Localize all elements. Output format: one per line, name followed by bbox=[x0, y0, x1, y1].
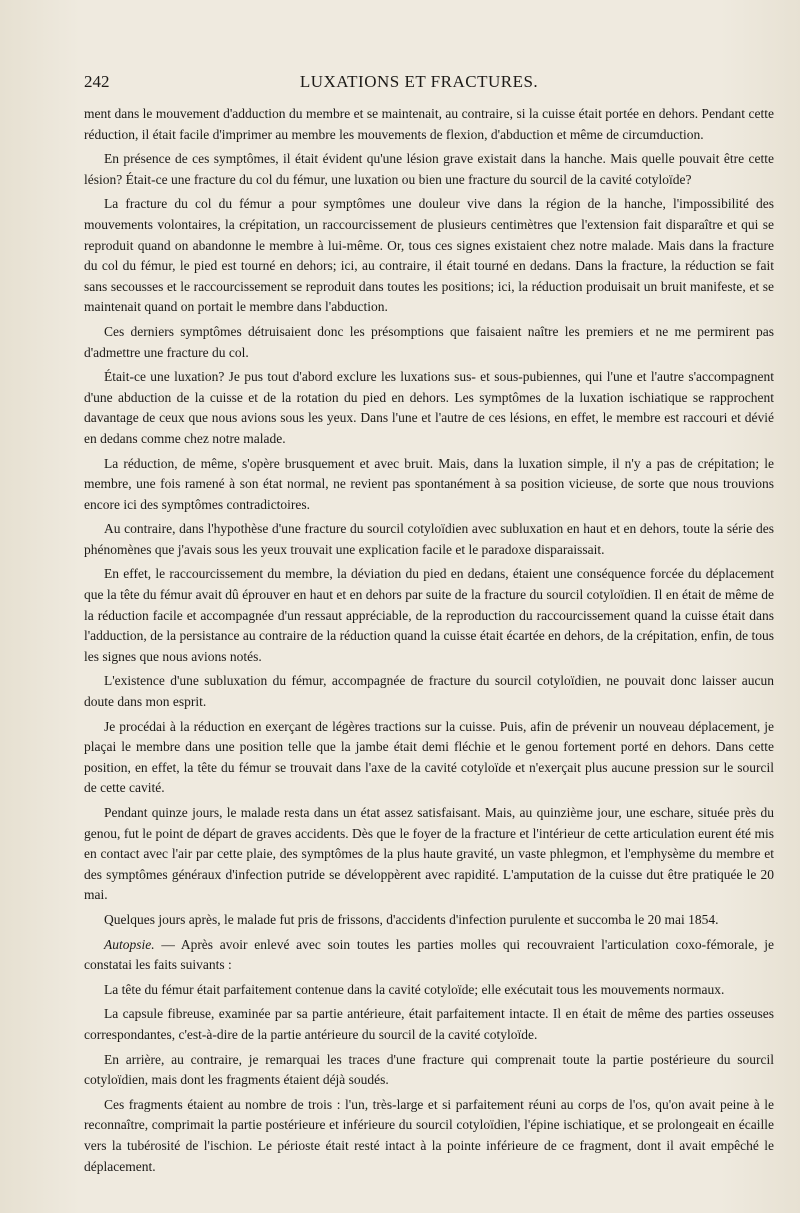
autopsie-paragraph bbox=[84, 935, 774, 976]
paragraph: La tête du fémur était parfaitement contenue dans la cavité cotyloïde; elle exécutait tous les mouvements normaux. bbox=[104, 981, 725, 997]
paragraph: La réduction, de même, s'opère brusquement et avec bruit. Mais, dans la luxation simple, il n'y a pas de crépitation; le membre, une fois ramené à son état normal, ne revient pas spontanément à sa position vicieuse, de sorte que nous trouvions encore ici des symptômes contradictoires. bbox=[84, 455, 774, 512]
paragraph: Au contraire, dans l'hypothèse d'une fracture du sourcil cotyloïdien avec subluxation en haut et en dehors, toute la série des phénomènes que j'avais sous les yeux trouvait une explication facile et le paradoxe disparaissait. bbox=[84, 521, 774, 557]
paragraph: Quelques jours après, le malade fut pris de frissons, d'accidents d'infection purulente et succomba le 20 mai 1854. bbox=[104, 911, 719, 927]
paragraph: Ces derniers symptômes détruisaient donc les présomptions que faisaient naître les premiers et ne me permirent pas d'admettre une fracture du col. bbox=[84, 323, 774, 360]
paragraph: En effet, le raccourcissement du membre, la déviation du pied en dedans, étaient une conséquence forcée du déplacement que la tête du fémur avait dû éprouver en haut et en dehors par suite de la fracture du sourcil cotyloïdien. Il en était de même de la réduction facile et accompagnée d'un ressaut appréciable, de la reproduction du raccourcissement quand la cuisse était dans l'adduction, de la persistance au contraire de la réduction quand la cuisse était écartée en dehors, de la crépitation, enfin, de tous les signes que nous avions notés. bbox=[84, 566, 774, 664]
paragraph: L'existence d'une subluxation du fémur, accompagnée de fracture du sourcil cotyloïdien, ne pouvait donc laisser aucun doute dans mon esprit. bbox=[84, 673, 774, 710]
paragraph: En présence de ces symptômes, il était évident qu'une lésion grave existait dans la hanche. Mais quelle pouvait être cette lésion? Était-ce une fracture du col du fémur, une luxation ou bien une fracture du sourcil de la cavité cotyloïde? bbox=[84, 151, 774, 187]
paragraph: Ces fragments étaient au nombre de trois : l'un, très-large et si parfaitement réuni au corps de l'os, qu'on avait peine à le reconnaître, comprimait la partie postérieure et inférieure du sourcil cotyloïdien, l'épine ischiatique, et se prolongeait en écaille vers la tubérosité de l'ischion. Le périoste était resté intact à la pointe inférieure de ce fragment, dont il avait empêché le déplacement. bbox=[84, 1096, 774, 1174]
running-title: LUXATIONS ET FRACTURES. bbox=[299, 72, 539, 91]
autopsie-label: Autopsie. bbox=[104, 936, 155, 952]
paragraph: Était-ce une luxation? Je pus tout d'abord exclure les luxations sus- et sous-pubiennes, qui l'une et l'autre s'accompagnent d'une abduction de la cuisse et de la rotation du pied en dehors. Les symptômes de la luxation ischiatique se rapprochent davantage de ceux que nous avions sous les yeux. Dans l'une et l'autre de ces lésions, en effet, le membre est raccouri et dévié en dedans comme chez notre malade. bbox=[84, 369, 774, 446]
autopsie-text: — Après avoir enlevé avec soin toutes les parties molles qui recouvraient l'articulation coxo-fémorale, je constatai les faits suivants : bbox=[84, 936, 774, 973]
paragraph: Pendant quinze jours, le malade resta dans un état assez satisfaisant. Mais, au quinzième jour, une eschare, située près du genou, fut le point de départ de graves accidents. Dès que le foyer de la fracture et l'intérieur de cette articulation eurent été mis en contact avec l'air par cette plaie, des symptômes de la plus haute gravité, un vaste phlegmon, et l'emphysème du membre et des symptômes généraux d'infection putride se développèrent avec rapidité. L'amputation de la cuisse dut être pratiquée le 20 mai. bbox=[84, 805, 774, 903]
running-head bbox=[84, 72, 774, 98]
page-number: 242 bbox=[84, 72, 110, 91]
paragraph: ment dans le mouvement d'adduction du membre et se maintenait, au contraire, si la cuisse était portée en dehors. Pendant cette réduction, il était facile d'imprimer au membre les mouvements de flexion, d'abduction et même de circumduction. bbox=[84, 106, 774, 142]
body-text bbox=[84, 104, 774, 1177]
paragraph: En arrière, au contraire, je remarquai les traces d'une fracture qui comprenait toute la partie postérieure du sourcil cotyloïdien, mais dont les fragments étaient déjà soudés. bbox=[84, 1051, 774, 1088]
paragraph: Je procédai à la réduction en exerçant de légères tractions sur la cuisse. Puis, afin de prévenir un nouveau déplacement, je plaçai le membre dans une position telle que la jambe était demi fléchie et le genou fortement porté en dehors. Dans cette position, en effet, la tête du fémur se trouvait dans l'axe de la cavité cotyloïde et n'exerçait plus aucune pression sur le sourcil de cette cavité. bbox=[84, 718, 774, 796]
paragraph: La fracture du col du fémur a pour symptômes une douleur vive dans la région de la hanche, l'impossibilité des mouvements volontaires, la crépitation, un raccourcissement de plusieurs centimètres que l'extension fait disparaître et qui se reproduit quand on abandonne le membre à lui-même. Or, tous ces signes existaient chez notre malade. Mais dans la fracture du col du fémur, le pied est tourné en dehors; ici, au contraire, il était tourné en dedans. Dans la fracture, la réduction se fait sans secousses et le raccourcissement se reproduit dans toutes les positions; ici, la réduction produisait un bruit manifeste, et se maintenait quand on portait le membre dans l'abduction. bbox=[84, 196, 774, 315]
paragraph: La capsule fibreuse, examinée par sa partie antérieure, était parfaitement intacte. Il en était de même des parties osseuses correspondantes, c'est-à-dire de la partie antérieure du sourcil de la cavité cotyloïde. bbox=[84, 1006, 774, 1042]
